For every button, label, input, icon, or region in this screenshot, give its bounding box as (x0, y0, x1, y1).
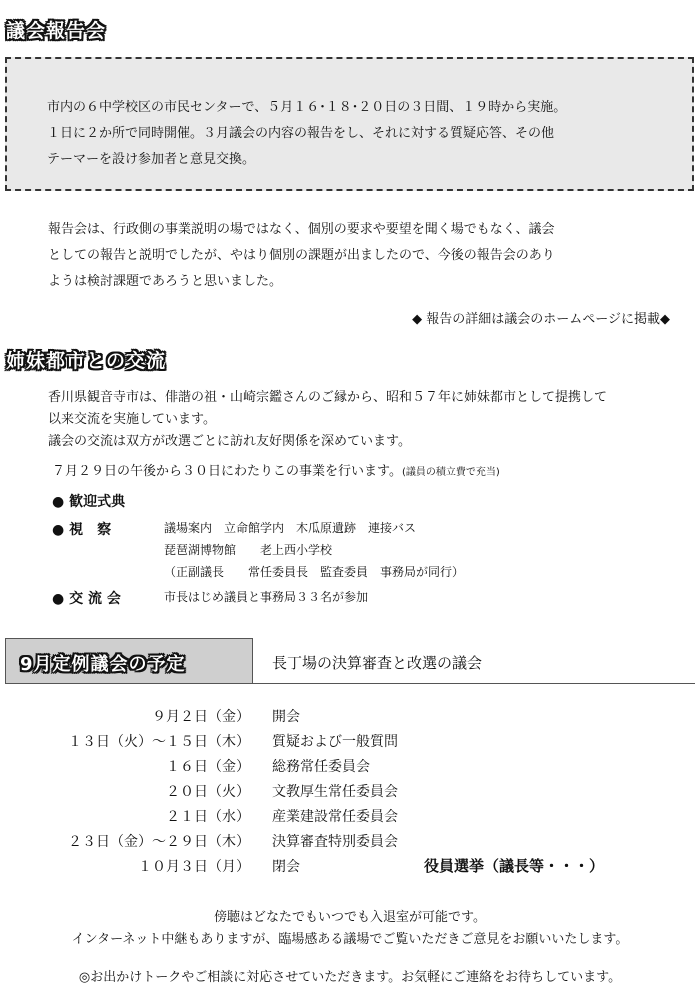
september-session-heading: 9月定例議会の予定 (20, 654, 186, 675)
notice-line: １日に２か所で同時開催。３月議会の内容の報告をし、それに対する質疑応答、その他 (47, 126, 555, 141)
banner-underline (253, 683, 695, 684)
schedule-date: １０月３日（月） (138, 859, 250, 875)
reception-item: ● 交 流 会 (52, 591, 121, 607)
sister-city-heading: 姉妹都市との交流 (6, 350, 167, 372)
exchange-schedule-line: ７月２９日の午後から３０日にわたりこの事業を行います。(議員の積立費で充当) (52, 464, 500, 479)
sister-city-line: 香川県観音寺市は、俳諧の祖・山崎宗鑑さんのご縁から、昭和５７年に姉妹都市として提携して (48, 390, 608, 405)
report-notice-box (5, 57, 694, 191)
notice-line: テーマーを設け参加者と意見交換。 (47, 152, 256, 167)
schedule-date: ９月２日（金） (152, 709, 250, 725)
report-body-line: ようは検討課題であろうと思いました。 (48, 274, 283, 289)
schedule-date: １６日（金） (166, 759, 250, 775)
schedule-date: ２３日（金）～２９日（木） (68, 834, 250, 850)
inspection-item: ● 視 察 (52, 522, 112, 538)
closing-note: ◎お出かけトークやご相談に対応させていただきます。お気軽にご連絡をお待ちしています。 (78, 970, 622, 985)
schedule-date: ２１日（水） (166, 809, 250, 825)
sister-city-line: 以来交流を実施しています。 (48, 412, 216, 427)
gallery-note: 傍聴はどなたでもいつでも入退室が可能です。 (214, 910, 486, 925)
report-meeting-heading: 議会報告会 (6, 20, 107, 42)
schedule-event: 質疑および一般質問 (272, 734, 398, 750)
schedule-event: 産業建設常任委員会 (272, 809, 398, 825)
streaming-note: インターネット中継もありますが、臨場感ある議場でご覧いただきご意見をお願いいたします。 (71, 932, 629, 947)
funding-note: (議員の積立費で充当) (401, 467, 500, 478)
schedule-event: 総務常任委員会 (272, 759, 370, 775)
schedule-date: ２０日（火） (166, 784, 250, 800)
inspection-detail: 議場案内 立命館学内 木瓜原遺跡 連接バス (164, 521, 417, 535)
schedule-date: １３日（火）～１５日（木） (68, 734, 250, 750)
september-session-subtitle: 長丁場の決算審査と改選の議会 (272, 654, 483, 672)
report-homepage-note: ◆ 報告の詳細は議会のホームページに掲載◆ (412, 312, 670, 327)
inspection-detail: 琵琶湖博物館 老上西小学校 (164, 543, 333, 557)
sister-city-line: 議会の交流は双方が改選ごとに訪れ友好関係を深めています。 (48, 434, 411, 449)
schedule-event: 決算審査特別委員会 (272, 834, 398, 850)
inspection-detail: （正副議長 常任委員長 監査委員 事務局が同行） (164, 565, 465, 579)
election-note: 役員選挙（議長等・・・） (424, 857, 605, 875)
notice-line: 市内の６中学校区の市民センターで、５月１６･１８･２０日の３日間、１９時から実施。 (47, 100, 567, 115)
schedule-event: 閉会 (272, 859, 300, 875)
report-body-line: 報告会は、行政側の事業説明の場ではなく、個別の要求や要望を聞く場でもなく、議会 (48, 222, 555, 237)
schedule-event: 文教厚生常任委員会 (272, 784, 398, 800)
schedule-event: 開会 (272, 709, 300, 725)
welcome-ceremony-item: ● 歓迎式典 (52, 494, 126, 510)
report-body-line: としての報告と説明でしたが、やはり個別の課題が出ましたので、今後の報告会のあり (48, 248, 555, 263)
reception-detail: 市長はじめ議員と事務局３３名が参加 (164, 590, 369, 604)
